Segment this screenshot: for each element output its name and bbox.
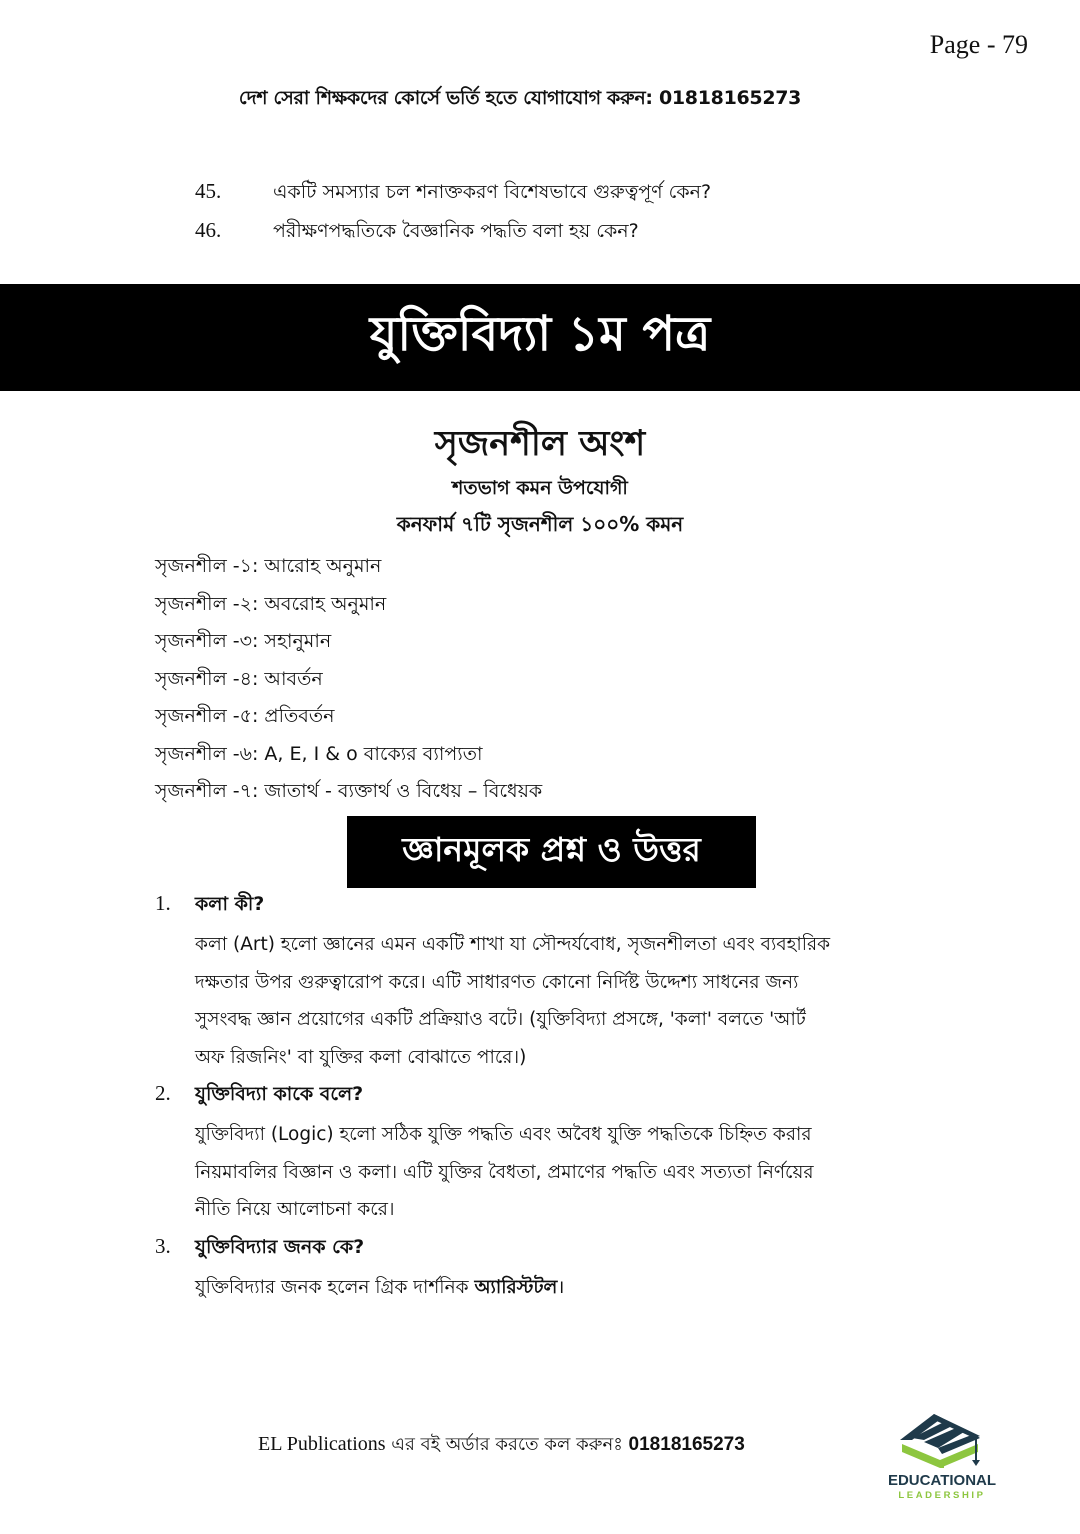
question-45	[195, 178, 711, 210]
topic-item: সৃজনশীল -১: আরোহ অনুমান	[155, 555, 382, 577]
qa-number: 1.	[155, 891, 171, 915]
answer-end: ।	[557, 1277, 565, 1298]
topic-item: সৃজনশীল -৩: সহানুমান	[155, 630, 332, 652]
answer-highlight: অ্যারিস্টটল	[474, 1277, 558, 1298]
answer-line: নিয়মাবলির বিজ্ঞান ও কলা। এটি যুক্তির বৈধতা, প্রমাণের পদ্ধতি এবং সত্যতা নির্ণয়ের	[195, 1161, 814, 1183]
page-number: Page - 79	[929, 30, 1028, 59]
logo-word-leadership: LEADERSHIP	[898, 1490, 986, 1501]
qa-number: 2.	[155, 1081, 171, 1105]
topic-item: সৃজনশীল -৬: A, E, I & o বাক্যের ব্যাপ্যতা	[155, 742, 483, 765]
order-phone: 01818165273	[628, 1434, 745, 1455]
qa-answer	[195, 926, 955, 1076]
qa-question: যুক্তিবিদ্যা কাকে বলে?	[195, 1083, 364, 1105]
answer-text: যুক্তিবিদ্যার জনক হলেন গ্রিক দার্শনিক	[195, 1277, 475, 1298]
subject-banner	[0, 284, 1080, 391]
qa-number: 3.	[155, 1234, 171, 1258]
topic-item: সৃজনশীল -৪: আবর্তন	[155, 667, 323, 690]
header-contact: দেশ সেরা শিক্ষকদের কোর্সে ভর্তি হতে যোগাযোগ করুন: 01818165273	[238, 87, 802, 109]
qa-question: কলা কী?	[195, 893, 265, 915]
question-text: একটি সমস্যার চল শনাক্তকরণ বিশেষভাবে গুরুত্বপূর্ণ কেন?	[273, 181, 712, 203]
publisher-name: EL Publications	[258, 1433, 386, 1455]
knowledge-section-header	[347, 816, 756, 888]
answer-line: সুসংবদ্ধ জ্ঞান প্রয়োগের একটি প্রক্রিয়াও বটে। (যুক্তিবিদ্যা প্রসঙ্গে, 'কলা' বলতে 'আর্ট	[195, 1009, 806, 1030]
answer-line: দক্ষতার উপর গুরুত্বারোপ করে। এটি সাধারণত কোনো নির্দিষ্ট উদ্দেশ্য সাধনের জন্য	[195, 971, 799, 993]
answer-line: অফ রিজনিং' বা যুক্তির কলা বোঝাতে পারে।)	[195, 1046, 527, 1068]
answer-line: যুক্তিবিদ্যা (Logic) হলো সঠিক যুক্তি পদ্ধতি এবং অবৈধ যুক্তি পদ্ধতিকে চিহ্নিত করার	[195, 1124, 812, 1145]
qa-item-2	[155, 1080, 955, 1229]
subject-title: যুক্তিবিদ্যা ১ম পত্র	[369, 306, 711, 362]
graduation-cap-e-icon	[882, 1408, 1018, 1472]
topic-item: সৃজনশীল -২: অবরোহ অনুমান	[155, 592, 387, 615]
answer-line: কলা (Art) হলো জ্ঞানের এমন একটি শাখা যা সৌন্দর্যবোধ, সৃজনশীলতা এবং ব্যবহারিক	[195, 934, 831, 955]
qa-question: যুক্তিবিদ্যার জনক কে?	[195, 1236, 365, 1258]
logo-word-educational: EDUCATIONAL	[887, 1472, 997, 1489]
educational-leadership-logo	[882, 1408, 1018, 1504]
qa-answer	[195, 1116, 955, 1229]
order-text: এর বই অর্ডার করতে কল করুনঃ	[385, 1434, 629, 1455]
qa-answer	[195, 1269, 955, 1307]
creative-section-title: সৃজনশীল অংশ	[434, 424, 646, 464]
answer-line: নীতি নিয়ে আলোচনা করে।	[195, 1199, 395, 1220]
creative-topic-list	[155, 548, 542, 811]
question-46	[195, 217, 639, 249]
topic-item: সৃজনশীল -৫: প্রতিবর্তন	[155, 705, 335, 727]
topic-item: সৃজনশীল -৭: জাতার্থ - ব্যক্তার্থ ও বিধেয় – বিধেয়ক	[155, 780, 543, 802]
footer-order-info	[258, 1430, 745, 1461]
qa-item-3	[155, 1233, 955, 1307]
question-number: 45.	[195, 179, 222, 203]
qa-item-1	[155, 890, 955, 1076]
creative-subtitle-1: শতভাগ কমন উপযোগী	[452, 477, 628, 499]
creative-subtitle-2: কনফার্ম ৭টি সৃজনশীল ১০০% কমন	[396, 512, 684, 536]
question-text: পরীক্ষণপদ্ধতিকে বৈজ্ঞানিক পদ্ধতি বলা হয় কেন?	[273, 220, 639, 242]
knowledge-section-title: জ্ঞানমূলক প্রশ্ন ও উত্তর	[402, 830, 701, 869]
question-number: 46.	[195, 218, 222, 242]
